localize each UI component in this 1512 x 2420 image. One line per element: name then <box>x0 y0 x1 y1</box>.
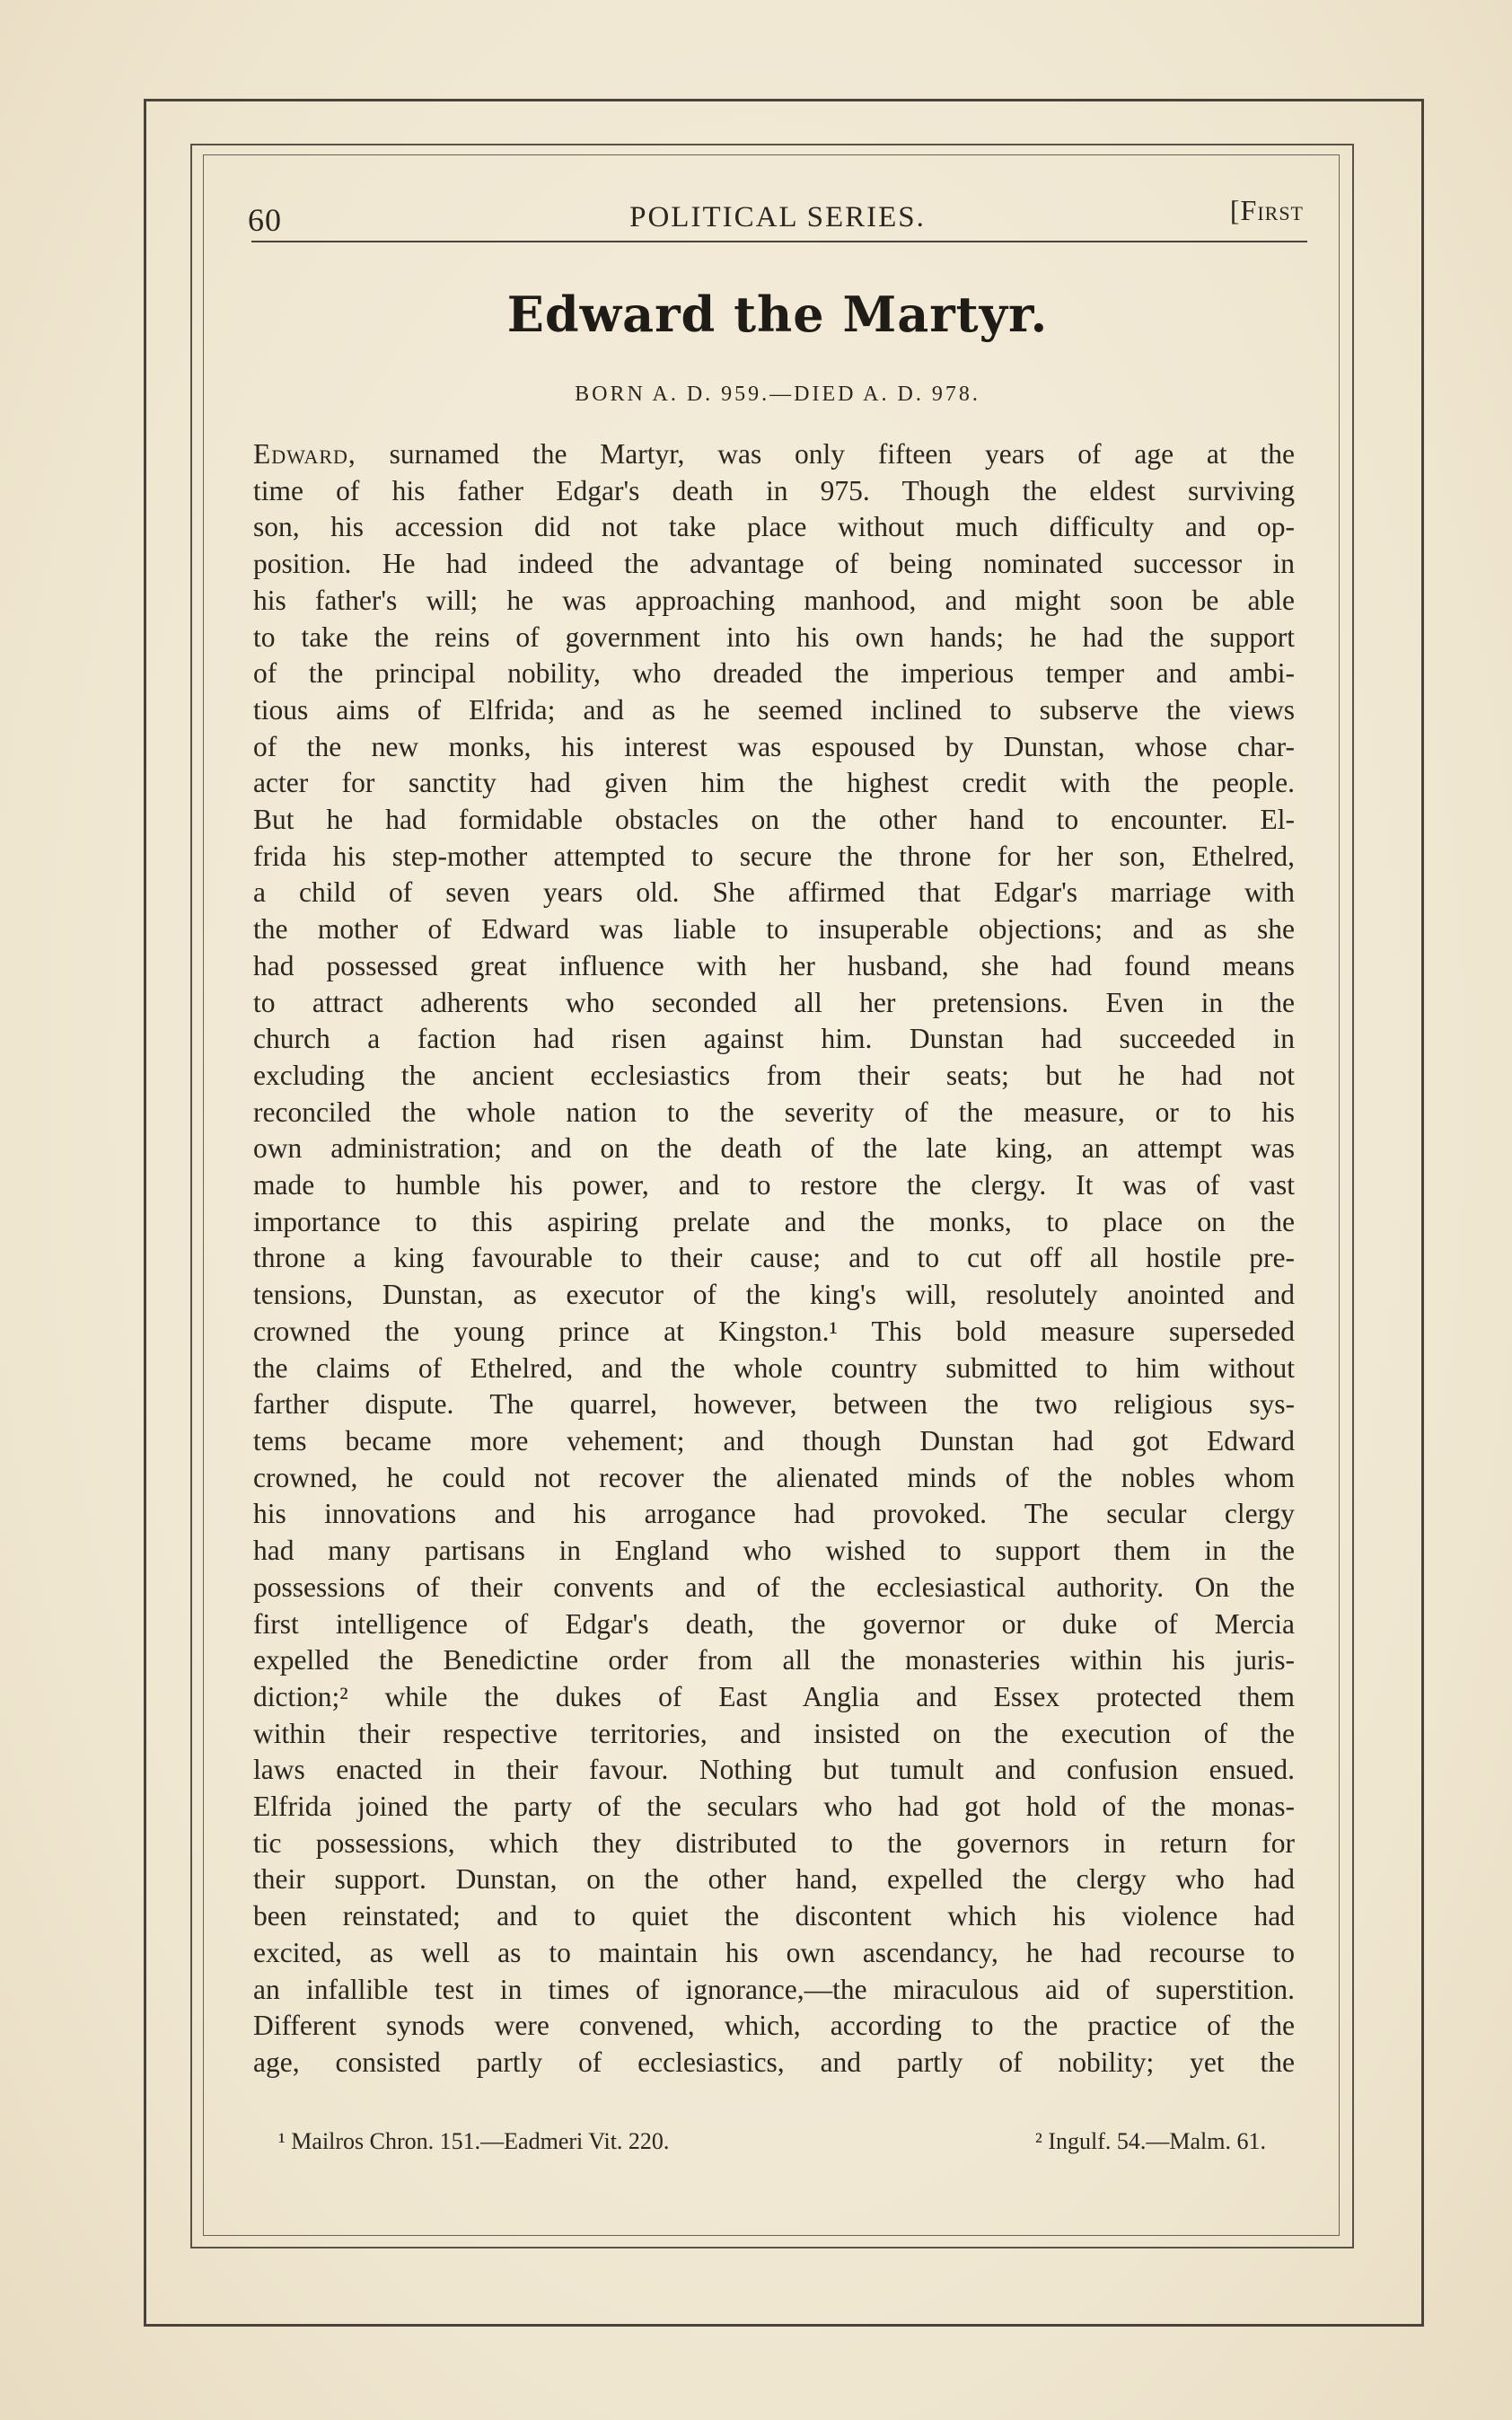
body-line: reconciled the whole nation to the severity of the measure, or to his <box>253 1096 1295 1128</box>
article-title: Edward the Martyr. <box>506 286 1049 343</box>
body-line: of the principal nobility, who dreaded the imperious temper and ambi- <box>253 657 1295 690</box>
body-line: But he had formidable obstacles on the other hand to encounter. El- <box>253 804 1295 836</box>
body-line: within their respective territories, and insisted on the execution of the <box>253 1717 1295 1749</box>
running-head <box>248 192 1307 246</box>
footnote-1: ¹ Mailros Chron. 151.—Eadmeri Vit. 220. <box>278 2128 670 2154</box>
body-line-text: surnamed the Martyr, was only fifteen years of age at the <box>356 438 1295 470</box>
body-line: time of his father Edgar's death in 975. Though the eldest surviving <box>253 474 1295 506</box>
body-line: first intelligence of Edgar's death, the governor or duke of Mercia <box>253 1607 1295 1640</box>
body-line: tems became more vehement; and though Dunstan had got Edward <box>253 1424 1295 1456</box>
body-line: own administration; and on the death of the late king, an attempt was <box>253 1132 1295 1165</box>
body-line: tensions, Dunstan, as executor of the king's will, resolutely anointed and <box>253 1279 1295 1311</box>
series-title: POLITICAL SERIES. <box>629 201 926 233</box>
lead-word: Edward, <box>253 438 356 470</box>
body-line: crowned, he could not recover the alienated minds of the nobles whom <box>253 1461 1295 1493</box>
footnotes <box>278 2128 1293 2164</box>
article-dates: BORN A. D. 959.—DIED A. D. 978. <box>575 383 980 406</box>
body-line: frida his step-mother attempted to secure the throne for her son, Ethelred, <box>253 840 1295 872</box>
body-line: been reinstated; and to quiet the discontent which his violence had <box>253 1900 1295 1932</box>
header-rule <box>251 241 1307 242</box>
body-line: throne a king favourable to their cause; and to cut off all hostile pre- <box>253 1242 1295 1274</box>
body-line: his innovations and his arrogance had provoked. The secular clergy <box>253 1498 1295 1530</box>
body-line: a child of seven years old. She affirmed that Edgar's marriage with <box>253 876 1295 909</box>
body-line <box>253 436 1295 473</box>
page-number: 60 <box>248 202 282 238</box>
body-line: had many partisans in England who wished to support them in the <box>253 1535 1295 1567</box>
body-line: an infallible test in times of ignorance,—the miraculous aid of superstition. <box>253 1973 1295 2005</box>
body-line: the claims of Ethelred, and the whole country submitted to him without <box>253 1351 1295 1384</box>
body-line: importance to this aspiring prelate and the monks, to place on the <box>253 1205 1295 1237</box>
footnote-2: ² Ingulf. 54.—Malm. 61. <box>1035 2128 1266 2154</box>
body-line: possessions of their convents and of the ecclesiastical authority. On the <box>253 1571 1295 1603</box>
body-text <box>253 436 1295 2081</box>
body-line: of the new monks, his interest was espoused by Dunstan, whose char- <box>253 730 1295 762</box>
body-line: made to humble his power, and to restore the clergy. It was of vast <box>253 1169 1295 1201</box>
body-line: church a faction had risen against him. Dunstan had succeeded in <box>253 1023 1295 1055</box>
body-line: had possessed great influence with her husband, she had found means <box>253 949 1295 981</box>
body-line: expelled the Benedictine order from all the monasteries within his juris- <box>253 1644 1295 1676</box>
running-head-right: [First <box>1229 194 1304 226</box>
body-line: farther dispute. The quarrel, however, between the two religious sys- <box>253 1388 1295 1421</box>
body-line: the mother of Edward was liable to insuperable objections; and as she <box>253 913 1295 946</box>
body-line: tious aims of Elfrida; and as he seemed inclined to subserve the views <box>253 693 1295 726</box>
body-line: position. He had indeed the advantage of being nominated successor in <box>253 548 1295 580</box>
body-line: laws enacted in their favour. Nothing but tumult and confusion ensued. <box>253 1754 1295 1786</box>
body-line: acter for sanctity had given him the highest credit with the people. <box>253 767 1295 799</box>
body-line: his father's will; he was approaching manhood, and might soon be able <box>253 584 1295 616</box>
body-line: Elfrida joined the party of the seculars who had got hold of the monas- <box>253 1791 1295 1823</box>
body-line: to attract adherents who seconded all her pretensions. Even in the <box>253 986 1295 1018</box>
body-line: age, consisted partly of ecclesiastics, and partly of nobility; yet the <box>253 2046 1295 2078</box>
body-line: excited, as well as to maintain his own ascendancy, he had recourse to <box>253 1936 1295 1968</box>
body-line: Different synods were convened, which, according to the practice of the <box>253 2010 1295 2042</box>
body-line: tic possessions, which they distributed to the governors in return for <box>253 1826 1295 1859</box>
body-line: their support. Dunstan, on the other hand, expelled the clergy who had <box>253 1863 1295 1896</box>
body-line: excluding the ancient ecclesiastics from their seats; but he had not <box>253 1059 1295 1091</box>
body-line: diction;² while the dukes of East Anglia and Essex protected them <box>253 1680 1295 1712</box>
body-line: son, his accession did not take place without much difficulty and op- <box>253 511 1295 543</box>
body-line: to take the reins of government into his own hands; he had the support <box>253 620 1295 653</box>
body-line: crowned the young prince at Kingston.¹ This bold measure superseded <box>253 1315 1295 1347</box>
